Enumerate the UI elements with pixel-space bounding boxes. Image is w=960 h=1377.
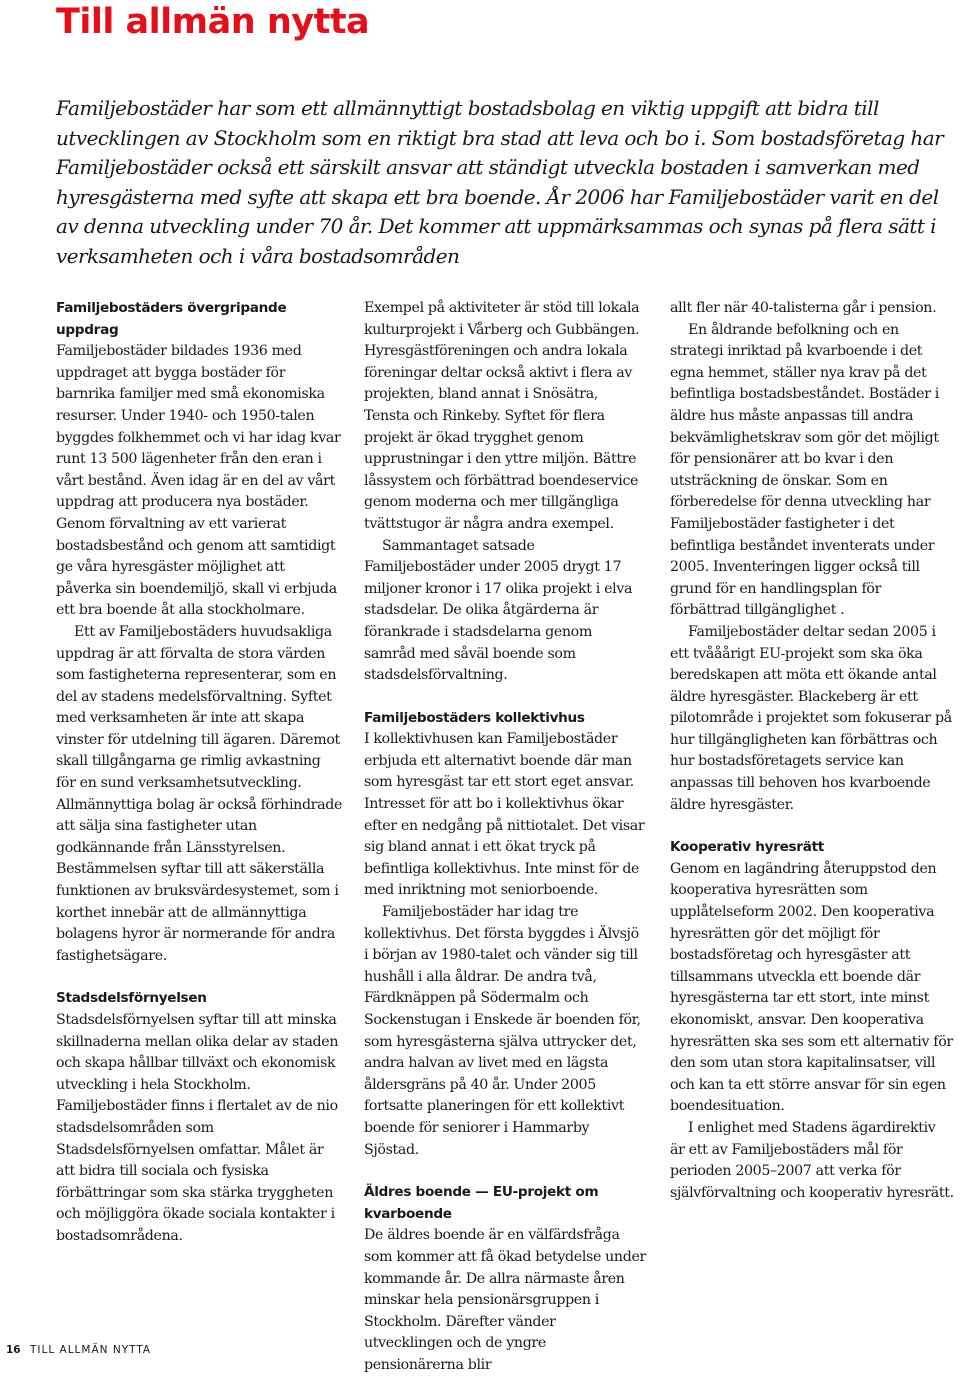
paragraph: En åldrande befolkning och en strategi inriktad på kvarboende i det egna hemmet, ställer nya krav på det befintliga bostadsbeståndet. Bostäder i äldre hus måste anpassas till andra bekvämlighetskrav som gör det möjligt för pensionärer att bo kvar i den utsträckning de önskar. Som en förberedelse för denna utveckling har Familjebostäder fastigheter i det befintliga beståndet inventerats under 2005. Inventeringen ligger också till grund för en handlingsplan för förbättrad tillgänglighet . — [670, 321, 939, 619]
heading-overgripande-uppdrag: Familjebostäders övergripande uppdrag — [56, 300, 287, 338]
page-title: Till allmän nytta — [56, 2, 370, 42]
page-footer — [6, 1344, 151, 1356]
paragraph: Sammantaget satsade Familjebostäder under 2005 drygt 17 miljoner kronor i 17 olika projekt i elva stadsdelar. De olika åtgärderna är förankrade i stadsdelarna genom samråd med såväl boende som stadsdelsförvaltning. — [364, 537, 633, 684]
paragraph: Familjebostäder bildades 1936 med uppdraget att bygga bostäder för barnrika familjer med små ekonomiska resurser. Under 1940- och 1950-talen byggdes folkhemmet och vi har idag kvar runt 13 500 lägenheter från den eran i vårt bestånd. Även idag är en del av vårt uppdrag att producera nya bostäder. Genom förvaltning av ett varierat bostadsbestånd och genom att samtidigt ge våra hyresgäster möjlighet att påverka sin boendemiljö, skall vi erbjuda ett bra boende åt alla stockholmare. — [56, 343, 341, 619]
paragraph: Exempel på aktiviteter är stöd till lokala kulturprojekt i Vårberg och Gubbängen. Hyresgästföreningen och andra lokala föreningar deltar också aktivt i flera av projekten, bland annat i Snösätra, Tensta och Rinkeby. Syftet för flera projekt är ökad trygghet genom upprustningar i den yttre miljön. Bättre låssystem och förbättrad boendeservice genom moderna och mer tillgängliga tvättstugor är några andra exempel. — [364, 300, 640, 532]
paragraph: Genom en lagändring återuppstod den kooperativa hyresrätten som upplåtelseform 2002. Den kooperativa hyresrätten gör det möjligt för bostadsföretag och hyresgäster att tillsammans utveckla ett boende där hyresgästerna tar ett stort, inte minst ekonomiskt, ansvar. Den kooperativa hyresrätten ska ses som ett alternativ för den som utan stora kapitalinsatser, vill och kan ta ett större ansvar för sin egen boendesituation. — [670, 860, 953, 1115]
running-title: TILL ALLMÄN NYTTA — [29, 1344, 152, 1356]
column-3 — [670, 298, 954, 1204]
intro-paragraph: Familjebostäder har som ett allmännyttigt bostadsbolag en viktig uppgift att bidra till utvecklingen av Stockholm som en riktigt bra stad att leva och bo i. Som bostadsföretag har Familjebostäder också ett särskilt ansvar att ständigt utveckla bostaden i samverkan med hyresgästerna med syfte att skapa ett bra boende. År 2006 har Familjebostäder varit en del av denna utveckling under 70 år. Det kommer att uppmärksammas och synas på flera sätt i verksamheten och i våra bostadsområden — [56, 96, 944, 268]
paragraph: Stadsdelsförnyelsen syftar till att minska skillnaderna mellan olika delar av staden och skapa hållbar tillväxt och ekonomisk utveckling i hela Stockholm. Familjebostäder finns i flertalet av de nio stadsdelsområden som Stadsdelsförnyelsen omfattar. Målet är att bidra till sociala och fysiska förbättringar som ska stärka tryggheten och möjliggöra ökade sociala kontakter i bostadsområdena. — [56, 1012, 339, 1244]
heading-stadsdelsfornyelsen: Stadsdelsförnyelsen — [56, 990, 207, 1007]
paragraph: I kollektivhusen kan Familjebostäder erbjuda ett alternativt boende där man som hyresgäst tar ett stort eget ansvar. Intresset för att bo i kollektivhus ökar efter en nedgång på nittiotalet. Det visar sig bland annat i ett ökat tryck på befintliga kollektivhus. Inte minst för de med inriktning mot seniorboende. — [364, 731, 645, 899]
paragraph: Familjebostäder deltar sedan 2005 i ett tvååårigt EU-projekt som ska öka beredskapen att möta ett ökande antal äldre hyresgäster. Blackeberg är ett pilotområde i projektet som fokuserar på hur tillgängligheten kan förbättras och hur bostadsföretagets service kan anpassas till behoven hos kvarboende äldre hyresgäster. — [670, 623, 952, 813]
paragraph: allt fler när 40-talisterna går i pension. — [670, 300, 937, 316]
paragraph: Familjebostäder har idag tre kollektivhus. Det första byggdes i Älvsjö i början av 1980-talet och vänder sig till hushåll i alla åldrar. De andra två, Färdknäppen på Södermalm och Sockenstugan i Enskede är boenden för, som hyresgästerna själva uttrycker det, andra halvan av livet med en lägsta åldersgräns på 40 år. Under 2005 fortsatte planeringen för ett kollektivt boende för seniorer i Hammarby Sjöstad. — [364, 904, 641, 1158]
heading-aldres-boende: Äldres boende — EU-projekt om kvarboende — [364, 1184, 599, 1222]
page-number: 16 — [6, 1344, 21, 1356]
heading-kollektivhus: Familjebostäders kollektivhus — [364, 709, 585, 726]
column-1 — [56, 298, 342, 1248]
paragraph: Ett av Familjebostäders huvudsakliga uppdrag är att förvalta de stora värden som fastigheterna representerar, som en del av stadens medelsförvaltning. Syftet med verksamheten är inte att skapa vinster för utdelning till ägaren. Däremot skall tillgångarna ge rimlig avkastning för en sund verksamhetsutveckling. Allmännyttiga bolag är också förhindrade att sälja sina fastigheter utan godkännande från Länsstyrelsen. Bestämmelsen syftar till att säkerställa funktionen av bruksvärdesystemet, som i korthet innebär att de allmännyttiga bolagens hyror är normerande för andra fastighetsägare. — [56, 623, 342, 964]
column-2 — [364, 298, 646, 1377]
paragraph: De äldres boende är en välfärdsfråga som kommer att få ökad betydelse under kommande år. De allra närmaste åren minskar hela pensionärsgruppen i Stockholm. Därefter vänder utvecklingen och de yngre pensionärerna blir — [364, 1227, 646, 1373]
paragraph: I enlighet med Stadens ägardirektiv är ett av Familjebostäders mål för perioden 2005–2007 att verka för självförvaltning och kooperativ hyresrätt. — [670, 1119, 954, 1201]
heading-kooperativ-hyresratt: Kooperativ hyresrätt — [670, 839, 824, 856]
